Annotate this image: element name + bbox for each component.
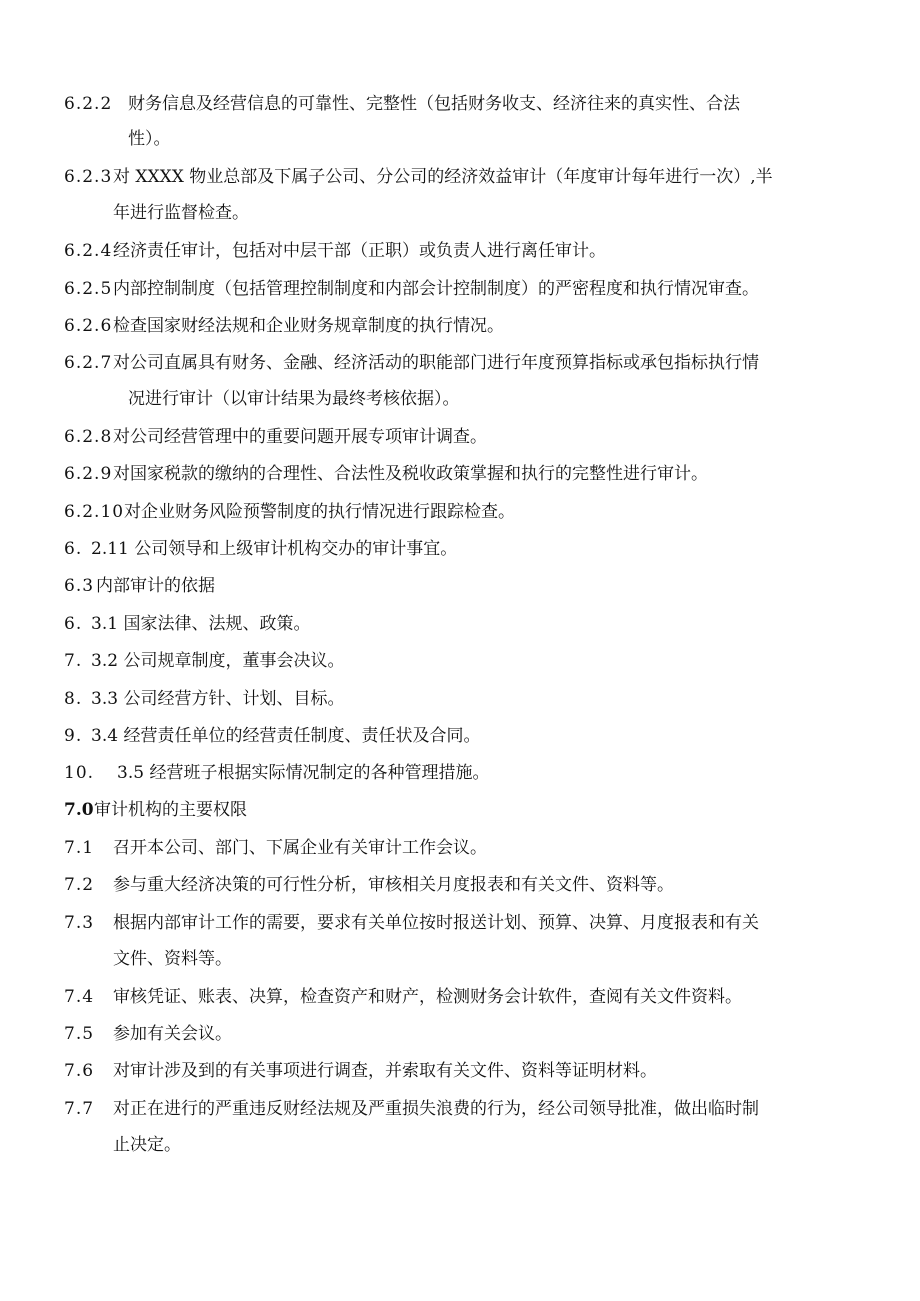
item-6-2-2: [0, 89, 920, 119]
item-6-2-7: [0, 348, 920, 378]
item-text: 3.1 国家法律、法规、政策。: [91, 614, 311, 634]
item-continuation: 年进行监督检查。: [113, 203, 249, 223]
item-number: 6.2.4: [64, 241, 113, 261]
item-continuation: 性）。: [128, 129, 171, 149]
item-text: 3.3 公司经营方针、计划、目标。: [91, 689, 345, 709]
item-number: 6.2.6: [64, 316, 113, 336]
item-number: 7.3: [64, 913, 95, 933]
item-number: 7.5: [64, 1024, 95, 1044]
item-continuation: 止决定。: [113, 1135, 181, 1155]
item-number: 7.2: [64, 875, 95, 895]
item-text: 对公司经营管理中的重要问题开展专项审计调查。: [113, 427, 487, 447]
item-7-7: [0, 1094, 920, 1124]
item-text: 对公司直属具有财务、金融、经济活动的职能部门进行年度预算指标或承包指标执行情: [113, 353, 759, 373]
item-text: 内部审计的依据: [96, 576, 215, 596]
item-text: 审核凭证、账表、决算，检查资产和财产，检测财务会计软件，查阅有关文件资料。: [113, 987, 742, 1007]
item-text: 对审计涉及到的有关事项进行调查，并索取有关文件、资料等证明材料。: [113, 1061, 657, 1081]
item-text: 3.4 经营责任单位的经营责任制度、责任状及合同。: [91, 726, 481, 746]
item-6-2-9: [0, 459, 920, 489]
item-text: 对国家税款的缴纳的合理性、合法性及税收政策掌握和执行的完整性进行审计。: [113, 464, 708, 484]
item-number: 6.3: [64, 576, 95, 596]
item-number: 6.2.8: [64, 427, 113, 447]
item-text: 召开本公司、部门、下属企业有关审计工作会议。: [113, 838, 487, 858]
item-text: 对企业财务风险预警制度的执行情况进行跟踪检查。: [124, 502, 515, 522]
item-6-2-7-continuation: [0, 384, 920, 414]
item-number: 7.4: [64, 987, 95, 1007]
item-6-2-6: [0, 311, 920, 341]
item-number: 9.: [64, 726, 83, 746]
item-7-5: [0, 1019, 920, 1049]
item-continuation: 况进行审计（以审计结果为最终考核依据）。: [128, 389, 460, 409]
item-text: 根据内部审计工作的需要，要求有关单位按时报送计划、预算、决算、月度报表和有关: [113, 913, 759, 933]
item-6-2-8: [0, 422, 920, 452]
item-number: 7.6: [64, 1061, 95, 1081]
item-number: 7.0: [64, 800, 94, 820]
item-7-1: [0, 833, 920, 863]
item-number: 6.2.9: [64, 464, 113, 484]
item-number: 7.7: [64, 1099, 95, 1119]
item-7-3-2: [0, 646, 920, 676]
item-7-2: [0, 870, 920, 900]
item-text: 3.2 公司规章制度，董事会决议。: [91, 651, 345, 671]
item-number: 6.2.2: [64, 94, 113, 114]
item-text: 对正在进行的严重违反财经法规及严重损失浪费的行为，经公司领导批准，做出临时制: [113, 1099, 759, 1119]
item-number: 6.2.7: [64, 353, 113, 373]
item-6-2-3-continuation: [0, 198, 920, 228]
item-number: 6.2.5: [64, 279, 113, 299]
section-heading-7-0: [0, 795, 920, 825]
item-6-3-1: [0, 609, 920, 639]
item-6-2-2-continuation: [0, 124, 920, 154]
item-text: 参与重大经济决策的可行性分析，审核相关月度报表和有关文件、资料等。: [113, 875, 674, 895]
item-6-3: [0, 571, 920, 601]
item-7-4: [0, 982, 920, 1012]
item-number: 10.: [64, 763, 95, 783]
item-6-2-4: [0, 236, 920, 266]
item-9-3-4: [0, 721, 920, 751]
item-7-6: [0, 1056, 920, 1086]
item-continuation: 文件、资料等。: [113, 949, 232, 969]
item-7-3: [0, 908, 920, 938]
item-6-2-10: [0, 497, 920, 527]
item-number: 6.2.10: [64, 502, 125, 522]
item-text: 2.11 公司领导和上级审计机构交办的审计事宜。: [91, 539, 458, 559]
item-number: 6.: [64, 539, 83, 559]
item-text: 参加有关会议。: [113, 1024, 232, 1044]
item-number: 7.1: [64, 838, 95, 858]
item-6-2-3: [0, 162, 920, 192]
item-number: 7.: [64, 651, 83, 671]
item-8-3-3: [0, 684, 920, 714]
item-text: 财务信息及经营信息的可靠性、完整性（包括财务收支、经济往来的真实性、合法: [128, 94, 740, 114]
item-number: 8.: [64, 689, 83, 709]
item-6-2-11: [0, 534, 920, 564]
item-number: 6.2.3: [64, 167, 113, 187]
item-text: 经济责任审计，包括对中层干部（正职）或负责人进行离任审计。: [113, 241, 606, 261]
item-text: 检查国家财经法规和企业财务规章制度的执行情况。: [113, 316, 504, 336]
item-text: 内部控制制度（包括管理控制制度和内部会计控制制度）的严密程度和执行情况审查。: [113, 279, 759, 299]
item-7-7-continuation: [0, 1130, 920, 1160]
item-text: 对 XXXX 物业总部及下属子公司、分公司的经济效益审计（年度审计每年进行一次）,半: [113, 167, 773, 187]
item-7-3-continuation: [0, 944, 920, 974]
item-10-3-5: [0, 758, 920, 788]
item-number: 6.: [64, 614, 83, 634]
item-6-2-5: [0, 274, 920, 304]
item-text: 3.5 经营班子根据实际情况制定的各种管理措施。: [117, 763, 490, 783]
item-text: 审计机构的主要权限: [94, 800, 247, 820]
